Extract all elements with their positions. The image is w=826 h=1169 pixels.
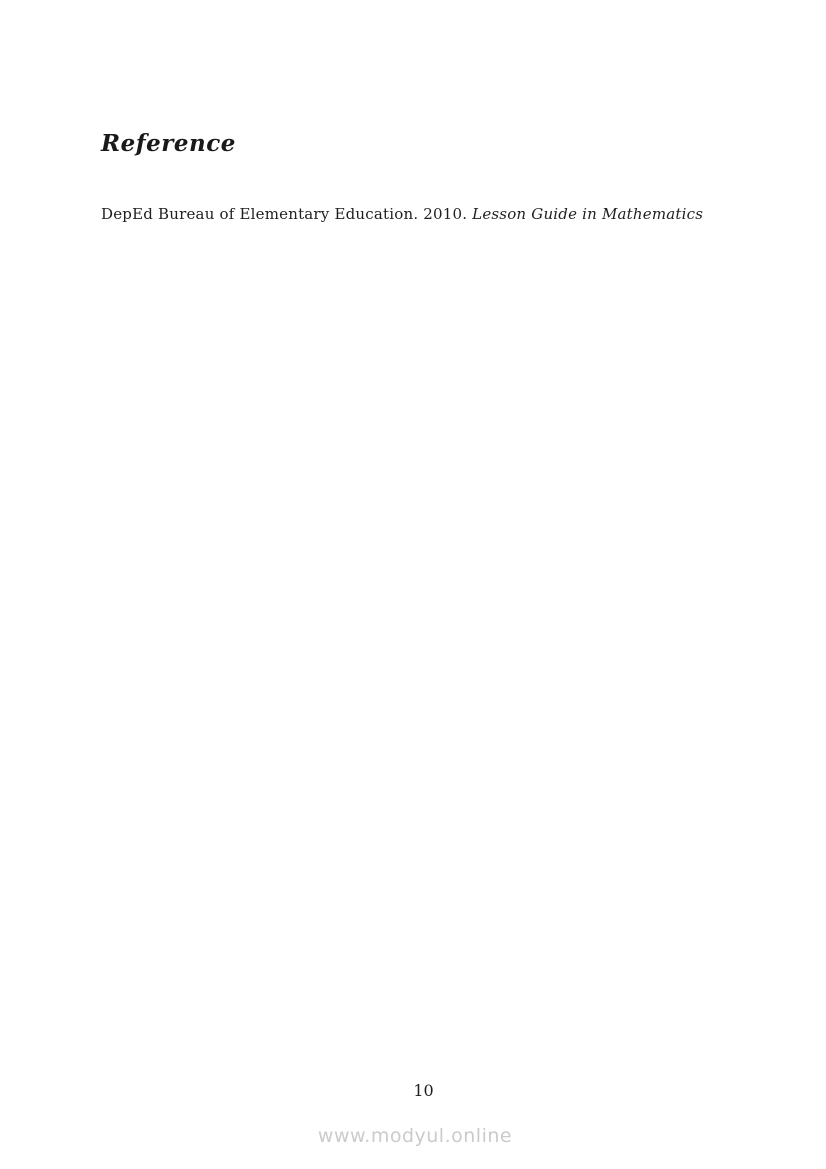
page-number: 10 [413,1081,434,1100]
citation-italic-title: Lesson Guide in Mathematics [472,205,704,223]
citation-regular-text: DepEd Bureau of Elementary Education. 2010. [101,205,473,223]
section-heading: Reference [101,130,236,157]
watermark-text: www.modyul.online [317,1125,513,1147]
reference-citation [101,205,703,223]
